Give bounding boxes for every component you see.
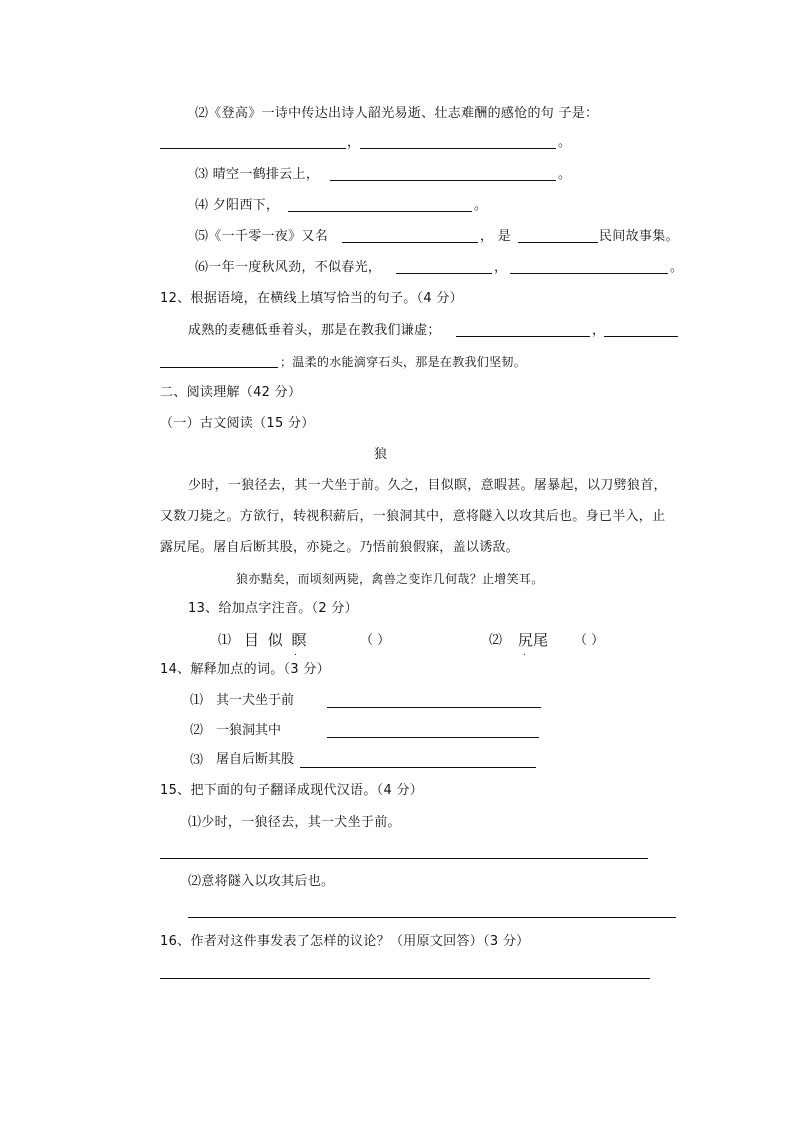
item-number: ⑵ bbox=[190, 723, 204, 738]
emphasis-dot-icon: . bbox=[294, 648, 297, 658]
separator: ， bbox=[494, 260, 508, 275]
answer-line[interactable] bbox=[188, 917, 676, 918]
pinyin-word: 目 似 瞑 bbox=[244, 631, 309, 649]
q11-item6-text: ⑹一年一度秋风劲，不似春光， bbox=[195, 260, 382, 275]
answer-line[interactable] bbox=[160, 978, 650, 979]
passage-title: 狼 bbox=[374, 447, 388, 462]
q13-title: 13、给加点字注音。（2 分） bbox=[188, 601, 358, 616]
q11-item2-text: ⑵《登高》一诗中传达出诗人韶光易逝、壮志难酬的感怆的句 子是： bbox=[195, 106, 599, 121]
section-title: 二、阅读理解（42 分） bbox=[160, 385, 302, 400]
item-number: ⑴ bbox=[190, 693, 204, 708]
passage-line: 狼亦黠矣，而顷刻两毙，禽兽之变诈几何哉？止增笑耳。 bbox=[236, 572, 544, 586]
q14-item: 其一犬坐于前 bbox=[216, 693, 295, 708]
answer-line[interactable] bbox=[160, 858, 648, 859]
q11-item5-text: ⑸《一千零一夜》又名 bbox=[195, 229, 329, 244]
separator: ， bbox=[592, 323, 606, 338]
q12-line2: ；温柔的水能滴穿石头，那是在教我们坚韧。 bbox=[280, 355, 527, 369]
answer-blank[interactable] bbox=[396, 273, 492, 274]
separator: ， bbox=[347, 135, 361, 150]
answer-blank[interactable] bbox=[160, 367, 278, 368]
item-number: ⑴ bbox=[218, 633, 232, 648]
q14-title: 14、解释加点的词。（3 分） bbox=[160, 662, 330, 677]
answer-blank[interactable] bbox=[327, 707, 541, 708]
q12-line1: 成熟的麦穗低垂着头，那是在教我们谦虚； bbox=[188, 323, 441, 338]
answer-blank[interactable] bbox=[360, 148, 556, 149]
q11-item3-text: ⑶ 晴空一鹤排云上， bbox=[195, 167, 320, 182]
q15-title: 15、把下面的句子翻译成现代汉语。（4 分） bbox=[160, 783, 424, 798]
period: 。 bbox=[558, 135, 572, 150]
pinyin-word: 尻尾 bbox=[518, 631, 549, 649]
period: 。 bbox=[474, 198, 488, 213]
answer-blank[interactable] bbox=[342, 242, 478, 243]
answer-blank[interactable] bbox=[327, 737, 539, 738]
q15-sentence1: ⑴少时，一狼径去，其一犬坐于前。 bbox=[188, 815, 401, 830]
q14-item: 屠自后断其股 bbox=[216, 752, 295, 767]
answer-blank[interactable] bbox=[456, 336, 590, 337]
q11-item4-text: ⑷ 夕阳西下， bbox=[195, 198, 280, 213]
item-number: ⑶ bbox=[190, 753, 204, 768]
answer-blank[interactable] bbox=[160, 148, 346, 149]
item-number: ⑵ bbox=[489, 633, 503, 648]
answer-blank[interactable] bbox=[518, 242, 598, 243]
answer-blank[interactable] bbox=[288, 211, 472, 212]
answer-blank[interactable] bbox=[300, 767, 536, 768]
q14-item: 一狼洞其中 bbox=[216, 723, 282, 738]
answer-blank[interactable] bbox=[330, 180, 556, 181]
period: 。 bbox=[558, 167, 572, 182]
answer-blank[interactable] bbox=[604, 336, 678, 337]
q11-item5-end: 民间故事集。 bbox=[599, 229, 679, 244]
q11-item5-mid: ， 是 bbox=[480, 229, 512, 244]
period: 。 bbox=[670, 260, 684, 275]
passage-line: 露尻尾。屠自后断其股，亦毙之。乃悟前狼假寐，盖以诱敌。 bbox=[160, 540, 520, 555]
answer-blank[interactable] bbox=[510, 273, 668, 274]
pinyin-answer-paren[interactable]: （ ） bbox=[574, 633, 605, 648]
q16-title: 16、作者对这件事发表了怎样的议论？（用原文回答）（3 分） bbox=[160, 934, 530, 949]
q15-sentence2: ⑵意将隧入以攻其后也。 bbox=[188, 874, 335, 889]
section-subtitle: （一）古文阅读（15 分） bbox=[160, 416, 315, 431]
passage-line: 少时，一狼径去，其一犬坐于前。久之，目似瞑，意暇甚。屠暴起，以刀劈狼首， bbox=[188, 478, 667, 493]
passage-line: 又数刀毙之。方欲行，转视积薪后，一狼洞其中，意将隧入以攻其后也。身已半入，止 bbox=[160, 509, 666, 524]
pinyin-answer-paren[interactable]: （ ） bbox=[360, 633, 391, 648]
q12-title: 12、根据语境，在横线上填写恰当的句子。（4 分） bbox=[160, 291, 463, 306]
emphasis-dot-icon: . bbox=[523, 648, 526, 658]
